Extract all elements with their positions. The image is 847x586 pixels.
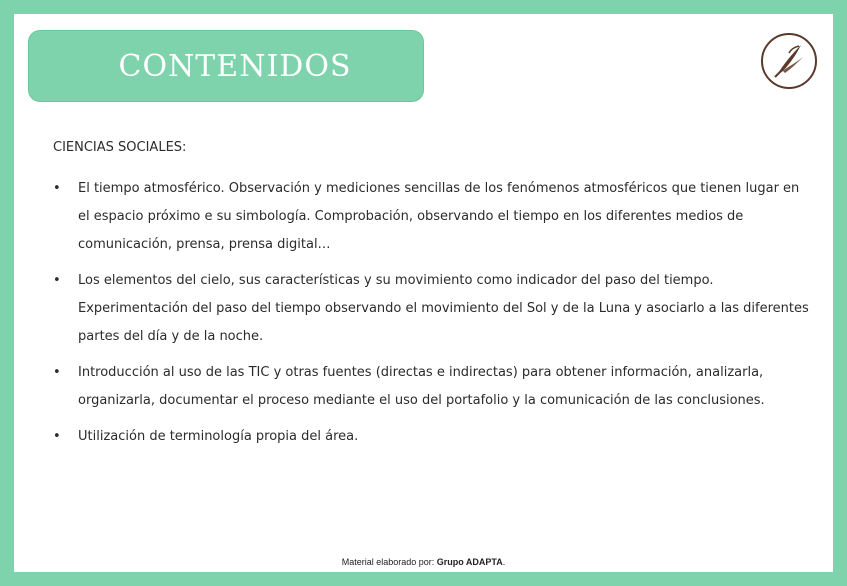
list-item <box>53 423 813 451</box>
slide-card <box>14 14 833 572</box>
bullet-icon: • <box>53 273 61 288</box>
quill-pen-icon <box>759 31 819 91</box>
footer-prefix: Material elaborado por: <box>341 557 437 567</box>
content-list <box>53 175 813 451</box>
footer-suffix: . <box>502 557 506 567</box>
bullet-icon: • <box>53 365 61 380</box>
bullet-icon: • <box>53 181 61 196</box>
list-item <box>53 267 813 351</box>
list-item-text: Introducción al uso de las TIC y otras fuentes (directas e indirectas) para obtener información, analizarla, organizarla, documentar el proceso mediante el uso del portafolio y la comunicación de las conclusiones. <box>78 365 765 408</box>
bullet-icon: • <box>53 429 61 444</box>
page-title: CONTENIDOS <box>118 48 352 84</box>
content-area <box>53 138 813 459</box>
footer-author: Grupo ADAPTA <box>436 557 503 567</box>
list-item <box>53 359 813 415</box>
list-item-text: Utilización de terminología propia del área. <box>78 429 359 444</box>
footer-credit <box>14 557 833 567</box>
list-item <box>53 175 813 259</box>
title-banner <box>28 30 424 102</box>
list-item-text: Los elementos del cielo, sus características y su movimiento como indicador del paso del tiempo. Experimentación del paso del tiempo observando el movimiento del Sol y de la Luna y asociarlo a las diferentes partes del día y de la noche. <box>78 273 809 344</box>
section-heading: CIENCIAS SOCIALES: <box>53 140 187 155</box>
list-item-text: El tiempo atmosférico. Observación y mediciones sencillas de los fenómenos atmosféricos que tienen lugar en el espacio próximo e su simbología. Comprobación, observando el tiempo en los diferentes medios de comunicación, prensa, prensa digital… <box>78 181 800 252</box>
